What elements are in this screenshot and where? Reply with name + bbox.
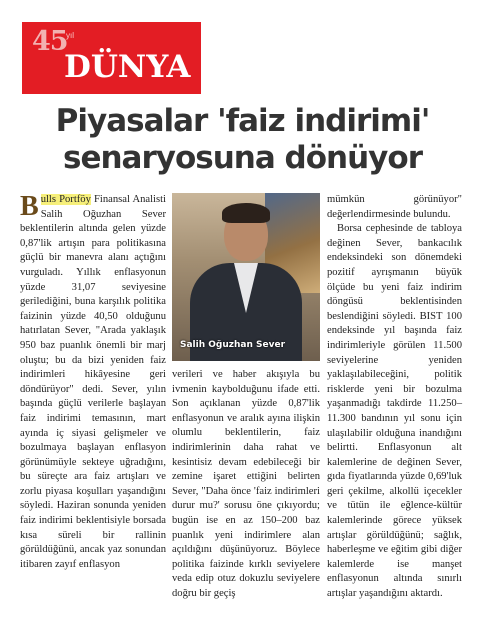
drop-cap: B (20, 191, 39, 222)
photo-caption: Salih Oğuzhan Sever (180, 340, 286, 350)
paragraph: verileri ve haber akışıyla bu ivmenin kaybolduğunu ifade etti. Son açıklanan yüzde 0,87'lik enflasyonun ve aralık ayına ilişkin olumlu beklentilerin, faiz indirimlerinin daha rahat ve kesintisiz devam edebileceği bir zemine işaret ettiğini belirten Sever, "Daha önce 'faiz indirimleri durur mu?' sorusu öne çıkıyordu; bugün ise en az 150–200 baz puanlık yeni indirimlere alan açıldığını düşünüyoruz. Böylece politika faizinde kırklı seviyelere veda edip otuz dokuzlu seviyelere doğru bir geçiş (172, 369, 320, 599)
headline-line-1: Piyasalar 'faiz indirimi' (55, 103, 430, 139)
paragraph: Borsa cephesinde de tabloya değinen Sever, bankacılık endeksindeki son dönemdeki pozitif ayrışmanın büyük ölçüde bu yeni faiz indirim döngüsü beklentisinden beslendiğini söyledi. BIST 100 endeksinde yıl başında faiz indirimleriyle görülen 11.500 seviyelerine yeniden yaklaşılabileceğini, politik risklerde yeni bir bozulma yaşanmadığı takdirde 11.250–11.300 bandının yıl sonu için ulaşılabilir olduğuna inandığını belirtti. Enflasyonun alt kalemlerine de değinen Sever, gıda fiyatlarında yüzde 0,69'luk geri çekilme, alkollü içecekler ve tütün ile eğlence-kültür kalemlerinde görece yüksek artışlar görüldüğünü; sağlık, haberleşme ve eğitim gibi diğer kalemlerde ise manşet enflasyonun altında sınırlı artışlar yaşandığını aktardı. (327, 223, 462, 600)
highlighted-company-name: ulls Portföy (40, 194, 91, 205)
paragraph (20, 193, 166, 572)
article-column-3 (327, 193, 462, 602)
headline-line-2: senaryosuna dönüyor (63, 140, 422, 176)
logo-anniversary-suffix: yıl (66, 31, 74, 40)
headline (20, 103, 465, 177)
person-hair (222, 203, 270, 223)
portrait-photo (172, 193, 320, 361)
article-column-2 (172, 368, 320, 602)
article-column-1 (20, 193, 166, 572)
logo-name: DÜNYA (64, 49, 191, 85)
newspaper-logo (22, 22, 201, 94)
paragraph-text: Finansal Analisti Salih Oğuzhan Sever beklentilerin altında gelen yüzde 0,87'lik artışın para politikasına güçlü bir manevra alanı açtığını vurguladı. Yıllık enflasyonun yüzde 31,07 seviyesine gerilediğini, buna karşılık politika faizinin yüzde 40,50 olduğunu hatırlatan Sever, "Arada yaklaşık 950 baz puanlık önemli bir marj oluştu; bu da bizi yeniden faiz indirimleri hikâyesine geri döndürüyor" dedi. Sever, yılın başında güçlü verilerle başlayan faiz indirimi temasının, mart ayında iç siyasi gelişmeler ve bozulmaya başlayan enflasyon görünümüyle sekteye uğradığını, bu süreçte ara faiz artışları ve zorlu piyasa koşulları yaşandığını söyledi. Haziran sonunda yeniden faiz indirimi beklentisiyle borsada kısa süreli bir rallinin görüldüğünü, ancak yaz sonundan itibaren zayıf enflasyon (20, 194, 166, 570)
logo-anniversary: 45 (32, 26, 68, 57)
paragraph: mümkün görünüyor" değerlendirmesinde bulundu. (327, 194, 462, 220)
